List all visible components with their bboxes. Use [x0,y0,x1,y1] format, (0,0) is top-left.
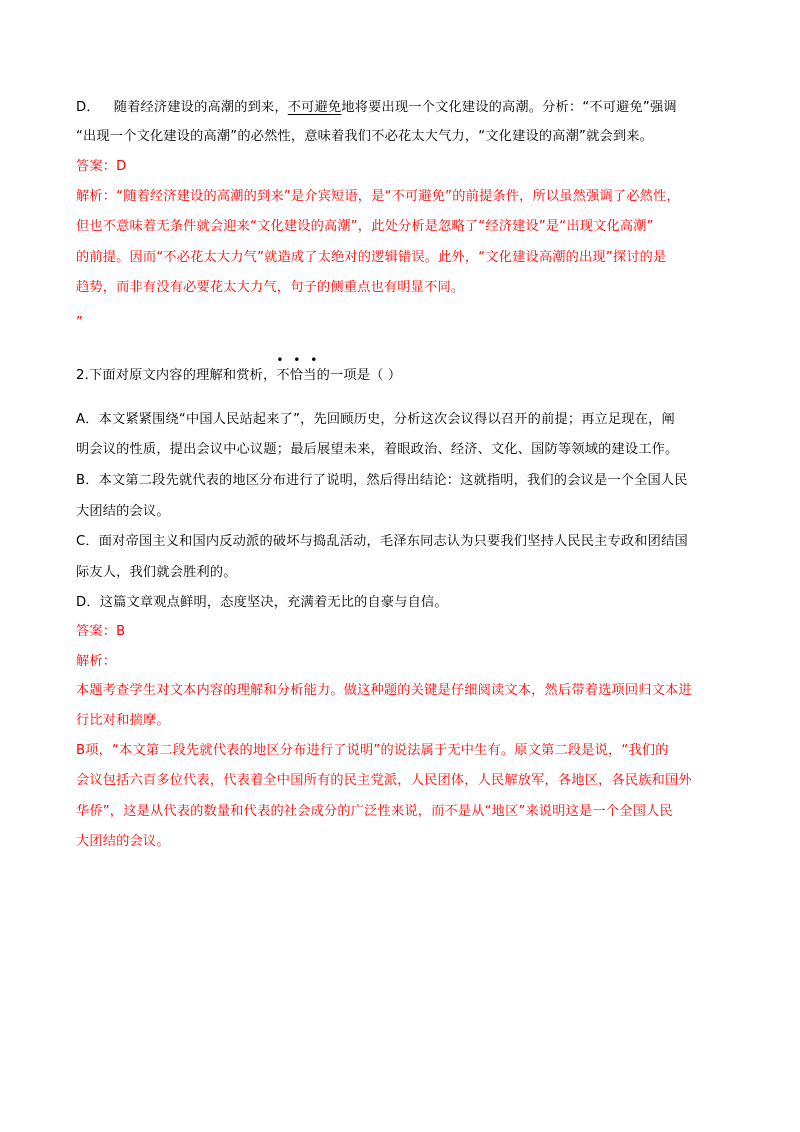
emphasis-text: 不恰当 [276,368,317,383]
option-a-line-2: 明会议的性质，提出会议中心议题；最后展望未来，着眼政治、经济、文化、国防等领域的建设工作。 [76,442,679,457]
underlined-phrase: 不可避免 [287,100,342,115]
emphasis-not-appropriate [276,353,321,386]
analysis-2-line-3: B项，“本文第二段先就代表的地区分布进行了说明”的说法属于无中生有。原文第二段是说，“我们的 [76,743,669,758]
analysis-1-line-4: 趋势，而非有没有必要花太大力气，句子的侧重点也有明显不同。 [76,280,465,295]
option-c-line-2: 际友人，我们就会胜利的。 [76,565,237,580]
option-d-line-1 [76,98,677,118]
question-2-stem [76,353,402,386]
answer-2: 答案：B [76,624,126,639]
analysis-2-line-4: 会议包括六百多位代表，代表着全中国所有的民主党派，人民团体，人民解放军，各地区，各民族和国外 [76,773,692,788]
analysis-1-line-3: 的前提。因而“不必花太大力气”就造成了太绝对的逻辑错误。此外，“文化建设高潮的出现”探讨的是 [76,250,667,265]
option-d-prefix: D． [76,100,100,115]
option-a-line-1: A．本文紧紧围绕“中国人民站起来了”，先回顾历史，分析这次会议得以召开的前提；再立足现在，阐 [76,412,675,427]
analysis-2-line-1: 本题考查学生对文本内容的理解和分析能力。做这种题的关键是仔细阅读文本，然后带着选项回归文本进 [76,683,692,698]
question-2-prefix: 2.下面对原文内容的理解和赏析， [76,368,277,383]
question-2-suffix: 的一项是（ ） [316,368,402,383]
option-c-line-1: C．面对帝国主义和国内反动派的破坏与捣乱活动，毛泽东同志认为只要我们坚持人民民主专政和团结国 [76,534,688,549]
option-d-2: D．这篇文章观点鲜明，态度坚决，充满着无比的自豪与自信。 [76,595,448,610]
analysis-1-line-2: 但也不意味着无条件就会迎来“文化建设的高潮”，此处分析是忽略了“经济建设”是“出现文化高潮” [76,219,654,234]
analysis-2-line-5: 华侨”，这是从代表的数量和代表的社会成分的广泛性来说，而不是从“地区”来说明这是一个全国人民 [76,804,673,819]
option-d-part1: 随着经济建设的高潮的到来， [113,100,288,115]
option-b-line-1: B．本文第二段先就代表的地区分布进行了说明，然后得出结论：这就指明，我们的会议是一个全国人民 [76,473,688,488]
emphasis-dots: • • • [276,353,321,367]
option-b-line-2: 大团结的会议。 [76,504,170,519]
analysis-2-line-2: 行比对和揣摩。 [76,713,170,728]
analysis-2-line-6: 大团结的会议。 [76,834,170,849]
option-d-part2: 地将要出现一个文化建设的高潮。分析：“不可避免”强调 [341,100,677,115]
analysis-2-label: 解析： [76,654,117,669]
analysis-1-line-1: 解析：“随着经济建设的高潮的到来”是介宾短语，是“不可避免”的前提条件，所以虽然强调了必然性， [76,189,680,204]
closing-quote: ” [76,315,84,330]
answer-1: 答案：D [76,159,127,174]
option-d-line-2: “出现一个文化建设的高潮”的必然性，意味着我们不必花太大气力，“文化建设的高潮”就会到来。 [76,129,654,144]
